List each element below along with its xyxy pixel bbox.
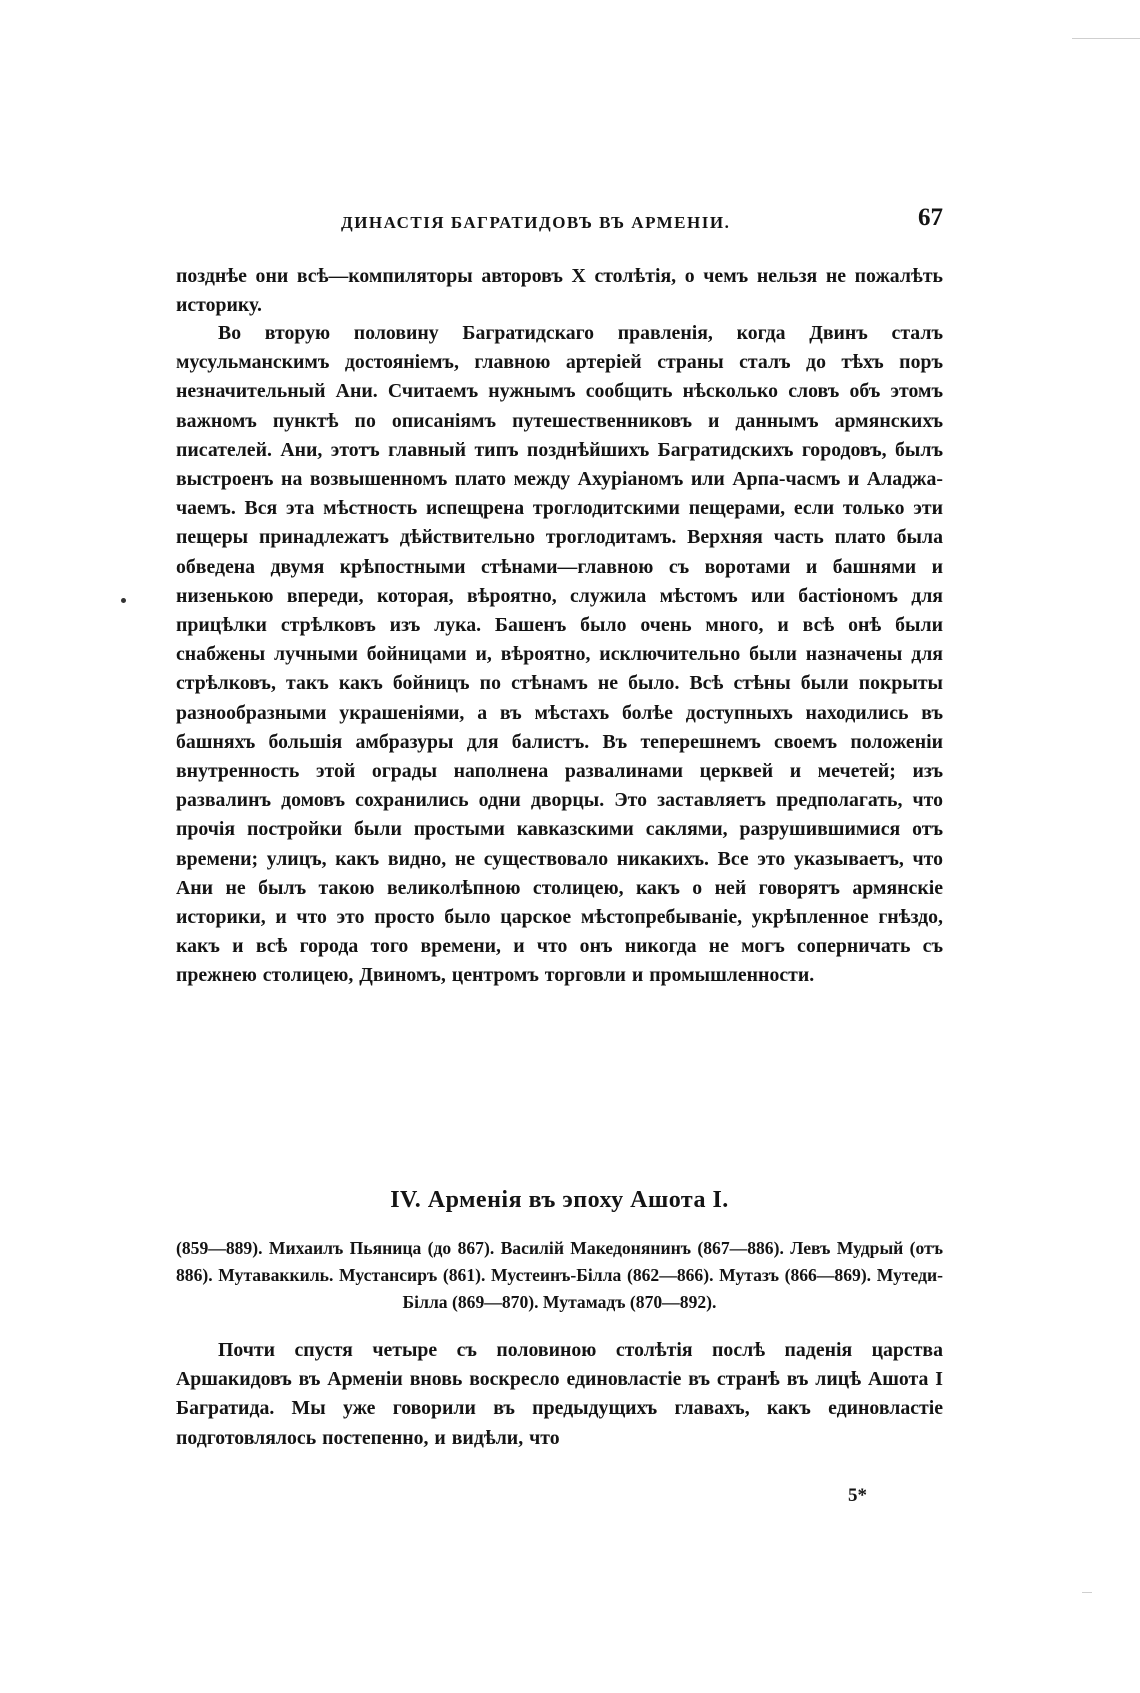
page-header — [176, 204, 943, 238]
paragraph-continuation: позднѣе они всѣ—компиляторы авторовъ X столѣтія, о чемъ нельзя не пожалѣть историку. — [176, 265, 943, 317]
running-title: ДИНАСТІЯ БАГРАТИДОВЪ ВЪ АРМЕНІИ. — [341, 213, 731, 232]
scan-edge-line — [1072, 38, 1140, 39]
chapter-summary: (859—889). Михаилъ Пьяница (до 867). Василій Македонянинъ (867—886). Левъ Мудрый (отъ 886). Мутаваккиль. Мустансиръ (861). Мустеинъ-Білла (862—866). Мутазъ (866—869). Мутеди-Білла (869—870). Мутамадъ (870—892). — [176, 1238, 943, 1312]
scan-edge-line — [1082, 1592, 1092, 1593]
paragraph-ani-description: Во вторую половину Багратидскаго правленія, когда Двинъ сталъ мусульманскимъ достояніемъ, главною артеріей страны сталъ до тѣхъ поръ незначительный Ани. Считаемъ нужнымъ сообщить нѣсколько словъ объ этомъ важномъ пунктѣ по описаніямъ путешественниковъ и даннымъ армянскихъ писателей. Ани, этотъ главный типъ позднѣйшихъ Багратидскихъ городовъ, былъ выстроенъ на возвышенномъ плато между Ахуріаномъ или Арпа-часмъ и Аладжа-чаемъ. Вся эта мѣстность испещрена троглодитскими пещерами, если только эти пещеры принадлежатъ дѣйствительно троглодитамъ. Верхняя часть плато была обведена двумя крѣпостными стѣнами—главною съ воротами и башнями и низенькою впереди, которая, вѣроятно, служила мѣстомъ или бастіономъ для прицѣлки стрѣлковъ изъ лука. Башенъ было очень много, и всѣ онѣ были снабжены лучными бойницами и, вѣроятно, исключительно были назначены для стрѣлковъ, такъ какъ бойницъ по стѣнамъ не было. Всѣ стѣны были покрыты разнообразными украшеніями, а въ мѣстахъ болѣе доступныхъ находились въ башняхъ большія амбразуры для балистъ. Въ теперешнемъ своемъ положеніи внутренность этой ограды наполнена развалинами церквей и мечетей; изъ развалинъ домовъ сохранились одни дворцы. Это заставляетъ предполагать, что прочія постройки были простыми кавказскими саклями, разрушившимися отъ времени; улицъ, какъ видно, не существовало никакихъ. Все это указываетъ, что Ани не былъ такою великолѣпною столицею, какъ о ней говорятъ армянскіе историки, и что это просто было царское мѣстопребываніе, укрѣпленное гнѣздо, какъ и всѣ города того времени, и что онъ никогда не могъ соперничать съ прежнею столицею, Двиномъ, центромъ торговли и промышленности. — [176, 322, 943, 987]
chapter-title: IV. Арменія въ эпоху Ашота I. — [390, 1187, 729, 1213]
chapter-opening-paragraph: Почти спустя четыре съ половиною столѣтія послѣ паденія царства Аршакидовъ въ Арменіи вновь воскресло единовластіе въ странѣ въ лицѣ Ашота I Багратида. Мы уже говорили въ предыдущихъ главахъ, какъ единовластіе подготовлялось постепенно, и видѣли, что — [176, 1339, 943, 1449]
printer-signature-mark: 5* — [848, 1485, 867, 1506]
stray-ink-mark — [121, 598, 126, 603]
page-number: 67 — [918, 204, 943, 231]
